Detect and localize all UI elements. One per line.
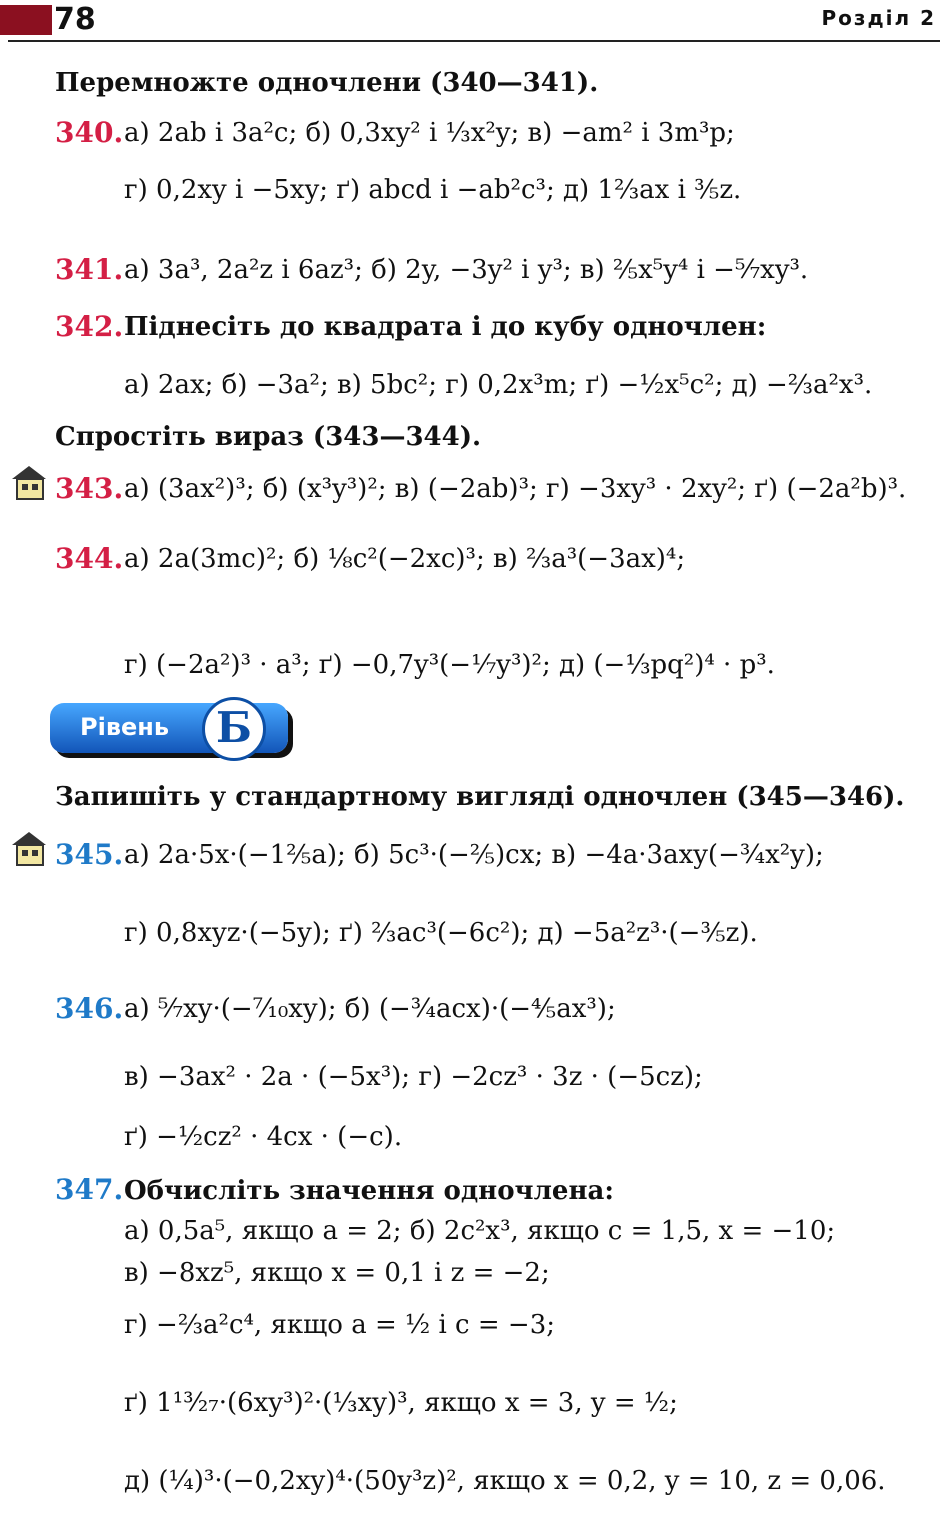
level-letter: Б (202, 697, 266, 761)
exercise-number-342: 342. (55, 310, 124, 343)
page-number: 78 (54, 2, 96, 37)
exercise-number-340: 340. (55, 116, 124, 149)
exercise-346-line-3: ґ) −½cz² · 4cx · (−c). (124, 1122, 403, 1152)
exercise-340-line-2: г) 0,2xy і −5xy; ґ) abcd і −ab²c³; д) 1⅔ax і ⅗z. (124, 175, 742, 205)
exercise-342-line-1: Піднесіть до квадрата і до кубу одночлен: (124, 312, 767, 342)
exercise-344-line-2: г) (−2a²)³ · a³; ґ) −0,7y³(−⅐y³)²; д) (−⅓pq²)⁴ · p³. (124, 650, 775, 680)
exercise-number-346: 346. (55, 992, 124, 1025)
exercise-340-line-1: а) 2ab і 3a²c; б) 0,3xy² і ⅓x²y; в) −am² і 3m³p; (124, 118, 735, 148)
level-label: Рівень (80, 713, 170, 741)
exercise-345-line-2: г) 0,8xyz·(−5y); ґ) ⅔ac³(−6c²); д) −5a²z³·(−⅗z). (124, 918, 758, 948)
exercise-347-line-3: в) −8xz⁵, якщо x = 0,1 і z = −2; (124, 1258, 550, 1288)
exercise-345-line-1: а) 2a·5x·(−1⅖a); б) 5c³·(−⅖)cx; в) −4a·3axy(−¾x²y); (124, 840, 824, 870)
exercise-342-line-2: а) 2ax; б) −3a²; в) 5bc²; г) 0,2x³m; ґ) −½x⁵c²; д) −⅔a²x³. (124, 370, 873, 400)
exercise-346-line-1: а) ⁵⁄₇xy·(−⁷⁄₁₀xy); б) (−¾acx)·(−⅘ax³); (124, 994, 616, 1024)
exercise-347-line-4: г) −⅔a²c⁴, якщо a = ½ і c = −3; (124, 1310, 556, 1340)
exercise-347-line-1: Обчисліть значення одночлена: (124, 1176, 614, 1206)
home-task-icon (12, 466, 44, 498)
heading-343: Спростіть вираз (343—344). (55, 422, 482, 452)
exercise-347-line-5: ґ) 1¹³⁄₂₇·(6xy³)²·(⅓xy)³, якщо x = 3, y = ½; (124, 1388, 678, 1418)
page-number-block (0, 2, 96, 37)
exercise-341-line-1: а) 3a³, 2a²z і 6az³; б) 2y, −3y² і y³; в) ⅖x⁵y⁴ і −⁵⁄₇xy³. (124, 255, 809, 285)
exercise-number-347: 347. (55, 1173, 124, 1206)
level-badge (50, 703, 288, 753)
exercise-343-line-1: а) (3ax²)³; б) (x³y³)²; в) (−2ab)³; г) −3xy³ · 2xy²; ґ) (−2a²b)³. (124, 474, 907, 504)
exercise-347-line-6: д) (¼)³·(−0,2xy)⁴·(50y³z)², якщо x = 0,2, y = 10, z = 0,06. (124, 1466, 886, 1496)
exercise-346-line-2: в) −3ax² · 2a · (−5x³); г) −2cz³ · 3z · (−5cz); (124, 1062, 703, 1092)
header-divider (8, 40, 940, 42)
exercise-number-344: 344. (55, 542, 124, 575)
exercise-344-line-1: а) 2a(3mc)²; б) ⅛c²(−2xc)³; в) ⅔a³(−3ax)⁴; (124, 544, 686, 574)
exercise-number-345: 345. (55, 838, 124, 871)
heading-345: Запишіть у стандартному вигляді одночлен (345—346). (55, 782, 905, 812)
heading-340: Перемножте одночлени (340—341). (55, 68, 599, 98)
exercise-number-343: 343. (55, 472, 124, 505)
page-tab-marker (0, 5, 52, 35)
exercise-number-341: 341. (55, 253, 124, 286)
home-task-icon (12, 832, 44, 864)
exercise-347-line-2: а) 0,5a⁵, якщо a = 2; б) 2c²x³, якщо c = 1,5, x = −10; (124, 1216, 836, 1246)
section-title: Розділ 2 (821, 6, 936, 30)
